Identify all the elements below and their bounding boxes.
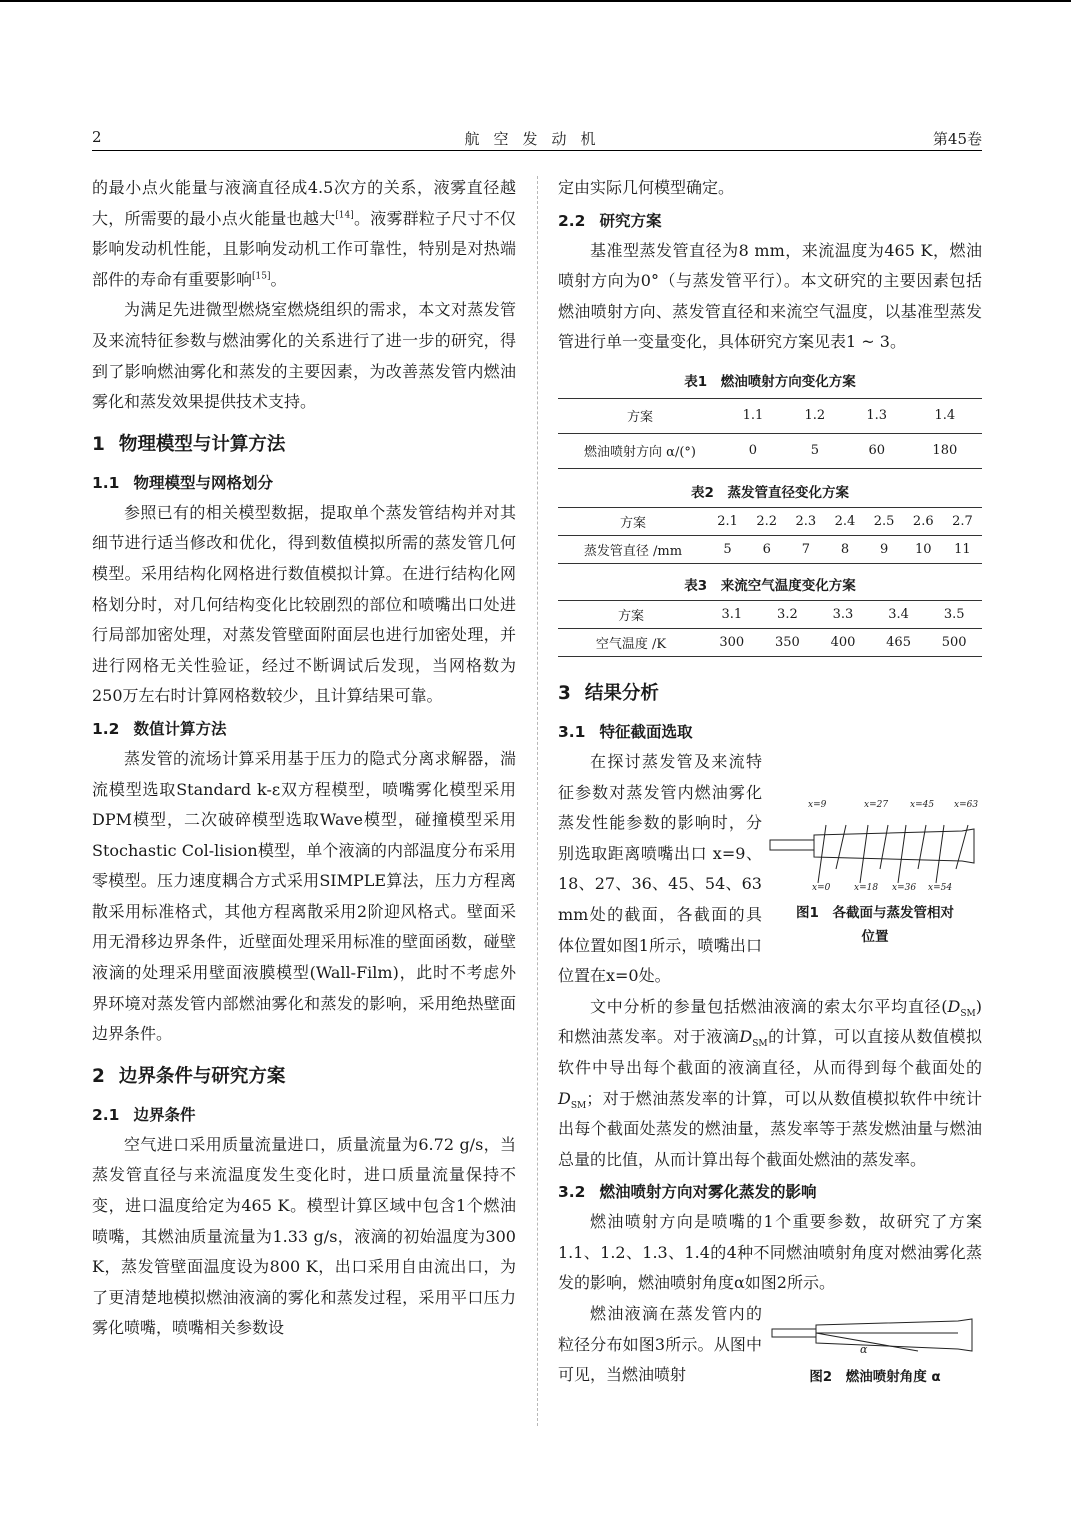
table-row xyxy=(558,398,982,433)
section-line xyxy=(818,825,826,883)
table-cell: 5 xyxy=(723,541,732,557)
page-number: 2 xyxy=(92,128,102,146)
text: 文中分析的参量包括燃油液滴的索太尔平均直径( xyxy=(590,996,948,1016)
section-3-2-paragraph-1: 燃油喷射方向是喷嘴的1个重要参数，故研究了方案1.1、1.2、1.3、1.4的4种不同燃油喷射角度对燃油雾化蒸发的影响，燃油喷射角度α如图2所示。 xyxy=(558,1212,982,1293)
top-border xyxy=(0,0,1071,2)
section-3-heading xyxy=(558,681,982,707)
section-2-1-heading xyxy=(92,1102,516,1128)
section-1-heading xyxy=(92,432,516,458)
table-cell: 1.3 xyxy=(846,398,908,433)
section-2-1-paragraph: 空气进口采用质量流量进口，质量流量为6.72 g/s，当蒸发管直径与来流温度发生变化时，进口质量流量保持不变，进口温度给定为465 K。模型计算区域中包含1个燃油喷嘴，其燃油质量流量为1.33 g/s，液滴的初始温度为300 K，蒸发管壁面温度设为800 K，出口采用自由流出口，为了更清楚地模拟燃油液滴的雾化和蒸发过程，采用平口压力雾化喷嘴，喷嘴相关参数设 xyxy=(92,1134,516,1338)
figure-2 xyxy=(768,1313,982,1393)
table-cell: 2.3 xyxy=(786,507,825,535)
running-header xyxy=(92,124,982,152)
table-3 xyxy=(558,600,982,657)
section-1-1-heading xyxy=(92,470,516,496)
citation-15: [15] xyxy=(252,271,271,282)
fig1-label: x=27 xyxy=(864,799,889,810)
fig1-label: x=18 xyxy=(854,882,879,893)
intro-paragraph-2: 为满足先进微型燃烧室燃烧组织的需求，本文对蒸发管及来流特征参数与燃油雾化的关系进行了进一步的研究，得到了影响燃油雾化和蒸发的主要因素，为改善蒸发管内燃油雾化和蒸发效果提供技术支持。 xyxy=(92,300,516,412)
table-2 xyxy=(558,507,982,564)
section-number: 2.2 xyxy=(558,211,586,230)
right-column xyxy=(558,173,982,1393)
fig1-label: x=54 xyxy=(928,882,953,893)
symbol-d: D xyxy=(739,1027,753,1047)
text: ；对于燃油蒸发率的计算，可以从数值模拟软件中统计出每个截面处蒸发的燃油量，蒸发率等于蒸发燃油量与燃油总量的比值，从而计算出每个截面处燃油的蒸发率。 xyxy=(558,1088,982,1169)
section-2-2-paragraph: 基准型蒸发管直径为8 mm，来流温度为465 K，燃油喷射方向为0°（与蒸发管平行）。本文研究的主要因素包括燃油喷射方向、蒸发管直径和来流空气温度，以基准型蒸发管进行单一变量变化，具体研究方案见表1 ~ 3。 xyxy=(558,240,982,352)
table-cell: 2.6 xyxy=(904,507,943,535)
text: )和燃油蒸发率。对于液滴 xyxy=(558,996,982,1047)
section-title: 数值计算方法 xyxy=(133,719,227,738)
table-cell: 2.7 xyxy=(943,507,982,535)
fig1-label: x=63 xyxy=(954,799,979,810)
table-cell: 1.2 xyxy=(784,398,846,433)
left-column xyxy=(92,173,516,1344)
table-cell: 9 xyxy=(879,541,889,557)
table-row xyxy=(558,535,982,563)
table-cell: 465 xyxy=(886,634,911,650)
table-cell: 300 xyxy=(719,634,745,650)
section-number: 1 xyxy=(92,433,105,455)
section-number: 1.1 xyxy=(92,473,120,492)
intro-text-c: 。 xyxy=(270,269,287,289)
nozzle-rect xyxy=(772,1329,816,1337)
section-3-2-heading xyxy=(558,1179,982,1205)
section-line xyxy=(936,825,944,883)
figure-1-caption xyxy=(768,901,982,949)
table-cell: 方案 xyxy=(558,600,704,628)
table-1-caption: 表1 燃油喷射方向变化方案 xyxy=(684,373,856,390)
table-cell: 方案 xyxy=(558,507,708,535)
section-line xyxy=(836,825,846,869)
section-2-2-heading xyxy=(558,208,982,234)
table-cell: 蒸发管直径 /mm xyxy=(583,543,683,559)
table-cell: 6 xyxy=(762,541,771,557)
table-row xyxy=(558,628,982,656)
section-title: 边界条件 xyxy=(133,1105,196,1124)
evaporator-tube-sections-diagram xyxy=(768,785,982,905)
section-title: 燃油喷射方向对雾化蒸发的影响 xyxy=(599,1183,817,1202)
table-row xyxy=(558,600,982,628)
volume-label: 第45卷 xyxy=(932,130,982,148)
table-cell: 5 xyxy=(810,443,819,459)
section-line xyxy=(898,825,906,883)
section-title: 结果分析 xyxy=(584,682,659,704)
table-cell: 2.2 xyxy=(747,507,786,535)
table-cell: 7 xyxy=(801,541,810,557)
table-cell: 10 xyxy=(915,541,932,557)
table-cell: 3.3 xyxy=(815,600,871,628)
table-cell: 500 xyxy=(941,634,967,650)
table-cell: 1.4 xyxy=(908,398,982,433)
section-title: 特征截面选取 xyxy=(599,722,693,741)
journal-title: 航空发动机 xyxy=(464,130,610,148)
table-cell: 3.1 xyxy=(704,600,760,628)
table-cell: 2.1 xyxy=(708,507,747,535)
section-1-1-paragraph: 参照已有的相关模型数据，提取单个蒸发管结构并对其细节进行适当修改和优化，得到数值模拟所需的蒸发管几何模型。采用结构化网格进行数值模拟计算。在进行结构化网格划分时，对几何结构变化比较剧烈的部位和喷嘴出口处进行局部加密处理，对蒸发管壁面附面层也进行加密处理，并进行网格无关性验证，经过不断调试后发现，当网格数为250万左右时计算网格数较少，且计算结果可靠。 xyxy=(92,502,516,706)
tube-outline xyxy=(814,829,974,863)
section-number: 1.2 xyxy=(92,719,120,738)
table-cell: 空气温度 /K xyxy=(595,636,667,652)
table-2-caption: 表2 蒸发管直径变化方案 xyxy=(691,484,849,501)
fig1-label: x=36 xyxy=(892,882,917,893)
symbol-d: D xyxy=(947,996,961,1016)
table-cell: 2.4 xyxy=(825,507,864,535)
table-cell: 3.2 xyxy=(760,600,816,628)
column-separator xyxy=(537,176,538,1426)
fig1-label: x=9 xyxy=(808,799,827,810)
figure-2-caption: 图2 燃油喷射角度 α xyxy=(809,1369,941,1386)
continued-paragraph: 定由实际几何模型确定。 xyxy=(558,178,735,197)
tube-outline xyxy=(816,1319,972,1351)
table-cell: 400 xyxy=(830,634,856,650)
section-number: 2 xyxy=(92,1065,105,1087)
table-row xyxy=(558,433,982,468)
section-number: 3 xyxy=(558,682,571,704)
injection-angle-diagram xyxy=(768,1313,982,1363)
section-number: 3.2 xyxy=(558,1183,586,1202)
section-number: 2.1 xyxy=(92,1105,120,1124)
symbol-sub: SM xyxy=(570,1100,587,1111)
intro-text-b: 。液雾群粒子尺寸不仅影响发动机性能，且影响发动机工作可靠性，特别是对热端部件的寿命有重要影响 xyxy=(92,208,516,289)
table-cell: 3.5 xyxy=(926,600,982,628)
section-line xyxy=(880,825,888,869)
section-title: 边界条件与研究方案 xyxy=(118,1065,286,1087)
intro-paragraph-1 xyxy=(92,173,516,295)
alpha-label: α xyxy=(860,1343,868,1357)
nozzle-rect xyxy=(770,840,814,850)
table-cell: 8 xyxy=(840,541,850,557)
section-1-2-heading xyxy=(92,716,516,742)
section-3-1-paragraph-1: 在探讨蒸发管及来流特征参数对蒸发管内燃油雾化蒸发性能参数的影响时，分别选取距离喷嘴出口 x=9、18、27、36、45、54、63 mm处的截面，各截面的具体位置如图1所示，喷嘴出口位置在x=0处。 xyxy=(558,751,762,986)
table-cell: 燃油喷射方向 α/(°) xyxy=(584,445,696,461)
figure-1 xyxy=(768,785,982,955)
table-cell: 0 xyxy=(748,443,758,459)
table-cell: 1.1 xyxy=(722,398,784,433)
section-3-1-paragraph-2 xyxy=(558,992,982,1176)
fig1-label: x=45 xyxy=(910,799,935,810)
figure-1-caption-line2: 位置 xyxy=(861,928,889,945)
table-cell: 350 xyxy=(774,634,800,650)
table-cell: 180 xyxy=(932,443,958,459)
fig1-label: x=0 xyxy=(812,882,831,893)
section-3-1-heading xyxy=(558,719,982,745)
section-title: 研究方案 xyxy=(599,211,662,230)
section-title: 物理模型与网格划分 xyxy=(133,473,273,492)
section-1-2-paragraph: 蒸发管的流场计算采用基于压力的隐式分离求解器，湍流模型选取Standard k-ε双方程模型，喷嘴雾化模型采用DPM模型，二次破碎模型选取Wave模型，碰撞模型采用Stochastic Col-lision模型，单个液滴的内部温度分布采用零模型。压力速度耦合方式采用SIMPLE算法，压力方程离散采用标准格式，其他方程离散采用2阶迎风格式。壁面采用无滑移边界条件，近壁面处理采用标准的壁面函数，碰壁液滴的处理采用壁面液膜模型(Wall-Film)，此时不考虑外界环境对蒸发管内部燃油雾化和蒸发的影响，采用绝热壁面边界条件。 xyxy=(92,748,516,1044)
header-rule xyxy=(92,150,982,151)
table-cell: 60 xyxy=(868,443,885,459)
citation-14: [14] xyxy=(335,210,354,221)
table-cell: 方案 xyxy=(558,398,722,433)
intro-text-a: 的最小点火能量与液滴直径成4.5次方的关系，液雾直径越大，所需要的最小点火能量也越大 xyxy=(92,178,516,228)
figure-1-caption-line1: 图1 各截面与蒸发管相对 xyxy=(796,904,954,921)
text: 的计算，可以直接从数值模拟软件中导出每个截面的液滴直径，从而得到每个截面处的 xyxy=(558,1027,982,1077)
table-cell: 2.5 xyxy=(865,507,904,535)
section-title: 物理模型与计算方法 xyxy=(118,433,286,455)
section-2-heading xyxy=(92,1064,516,1090)
table-row xyxy=(558,507,982,535)
table-cell: 3.4 xyxy=(871,600,927,628)
symbol-sub: SM xyxy=(960,1008,976,1019)
symbol-sub: SM xyxy=(752,1039,768,1050)
table-cell: 11 xyxy=(954,541,971,557)
table-1 xyxy=(558,398,982,469)
section-3-2-paragraph-2: 燃油液滴在蒸发管内的粒径分布如图3所示。从图中可见，当燃油喷射 xyxy=(558,1304,762,1385)
section-number: 3.1 xyxy=(558,722,586,741)
symbol-d: D xyxy=(558,1088,571,1108)
table-3-caption: 表3 来流空气温度变化方案 xyxy=(684,577,856,594)
